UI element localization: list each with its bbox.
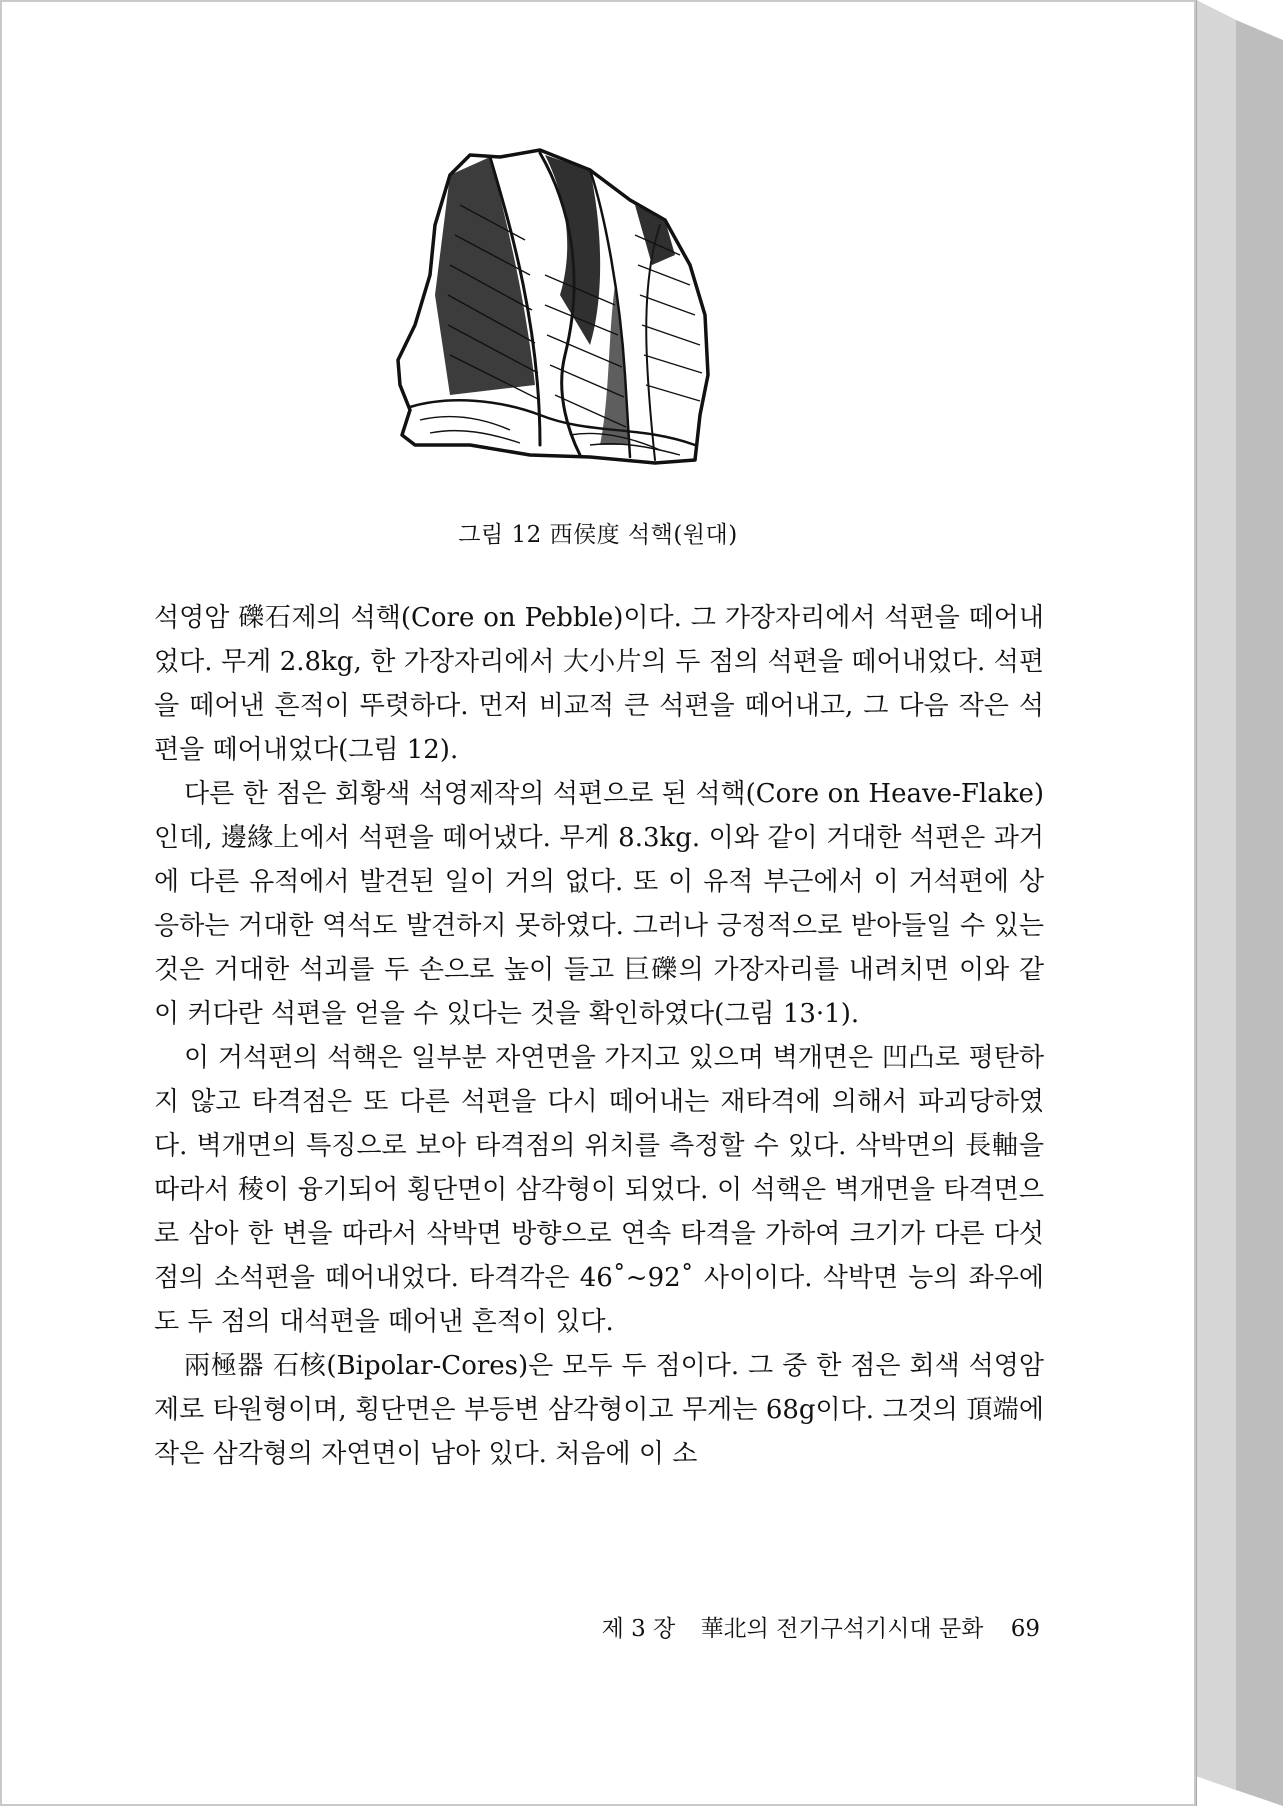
paragraph-4: 兩極器 石核(Bipolar-Cores)은 모두 두 점이다. 그 중 한 점은 회색 석영암제로 타원형이며, 횡단면은 부등변 삼각형이고 무게는 68g이다. 그것의 頂端에 작은 삼각형의 자연면이 남아 있다. 처음에 이 소 xyxy=(154,1351,1044,1469)
chapter-label: 제 3 장 xyxy=(601,1616,676,1642)
figure-caption: 그림 12 西侯度 석핵(원대) xyxy=(458,522,738,548)
body-text xyxy=(154,596,1044,1476)
page-edge-shadow xyxy=(1196,0,1283,1806)
paragraph-2: 다른 한 점은 회황색 석영제작의 석편으로 된 석핵(Core on Heave-Flake)인데, 邊緣上에서 석편을 떼어냈다. 무게 8.3kg. 이와 같이 거대한 석편은 과거에 다른 유적에서 발견된 일이 거의 없다. 또 이 유적 부근에서 이 거석편에 상응하는 거대한 역석도 발견하지 못하였다. 그러나 긍정적으로 받아들일 수 있는 것은 거대한 석괴를 두 손으로 높이 들고 巨礫의 가장자리를 내려치면 이와 같이 커다란 석편을 얻을 수 있다는 것을 확인하였다(그림 13·1). xyxy=(154,779,1045,1029)
page-number: 69 xyxy=(1010,1616,1040,1642)
running-footer xyxy=(520,1610,1040,1643)
paragraph-3: 이 거석편의 석핵은 일부분 자연면을 가지고 있으며 벽개면은 凹凸로 평탄하지 않고 타격점은 또 다른 석편을 다시 떼어내는 재타격에 의해서 파괴당하였다. 벽개면의 특징으로 보아 타격점의 위치를 측정할 수 있다. 삭박면의 長軸을 따라서 稜이 융기되어 횡단면이 삼각형이 되었다. 이 석핵은 벽개면을 타격면으로 삼아 한 변을 따라서 삭박면 방향으로 연속 타격을 가하여 크기가 다른 다섯 점의 소석편을 떼어내었다. 타격각은 46˚~92˚ 사이이다. 삭박면 능의 좌우에도 두 점의 대석편을 떼어낸 흔적이 있다. xyxy=(154,1043,1044,1337)
paragraph-1: 석영암 礫石제의 석핵(Core on Pebble)이다. 그 가장자리에서 석편을 떼어내었다. 무게 2.8kg, 한 가장자리에서 大小片의 두 점의 석편을 떼어내었다. 석편을 떼어낸 흔적이 뚜렷하다. 먼저 비교적 큰 석편을 떼어내고, 그 다음 작은 석편을 떼어내었다(그림 12). xyxy=(154,603,1044,765)
chapter-title: 華北의 전기구석기시대 문화 xyxy=(700,1616,984,1642)
stone-core-drawing xyxy=(390,145,790,485)
